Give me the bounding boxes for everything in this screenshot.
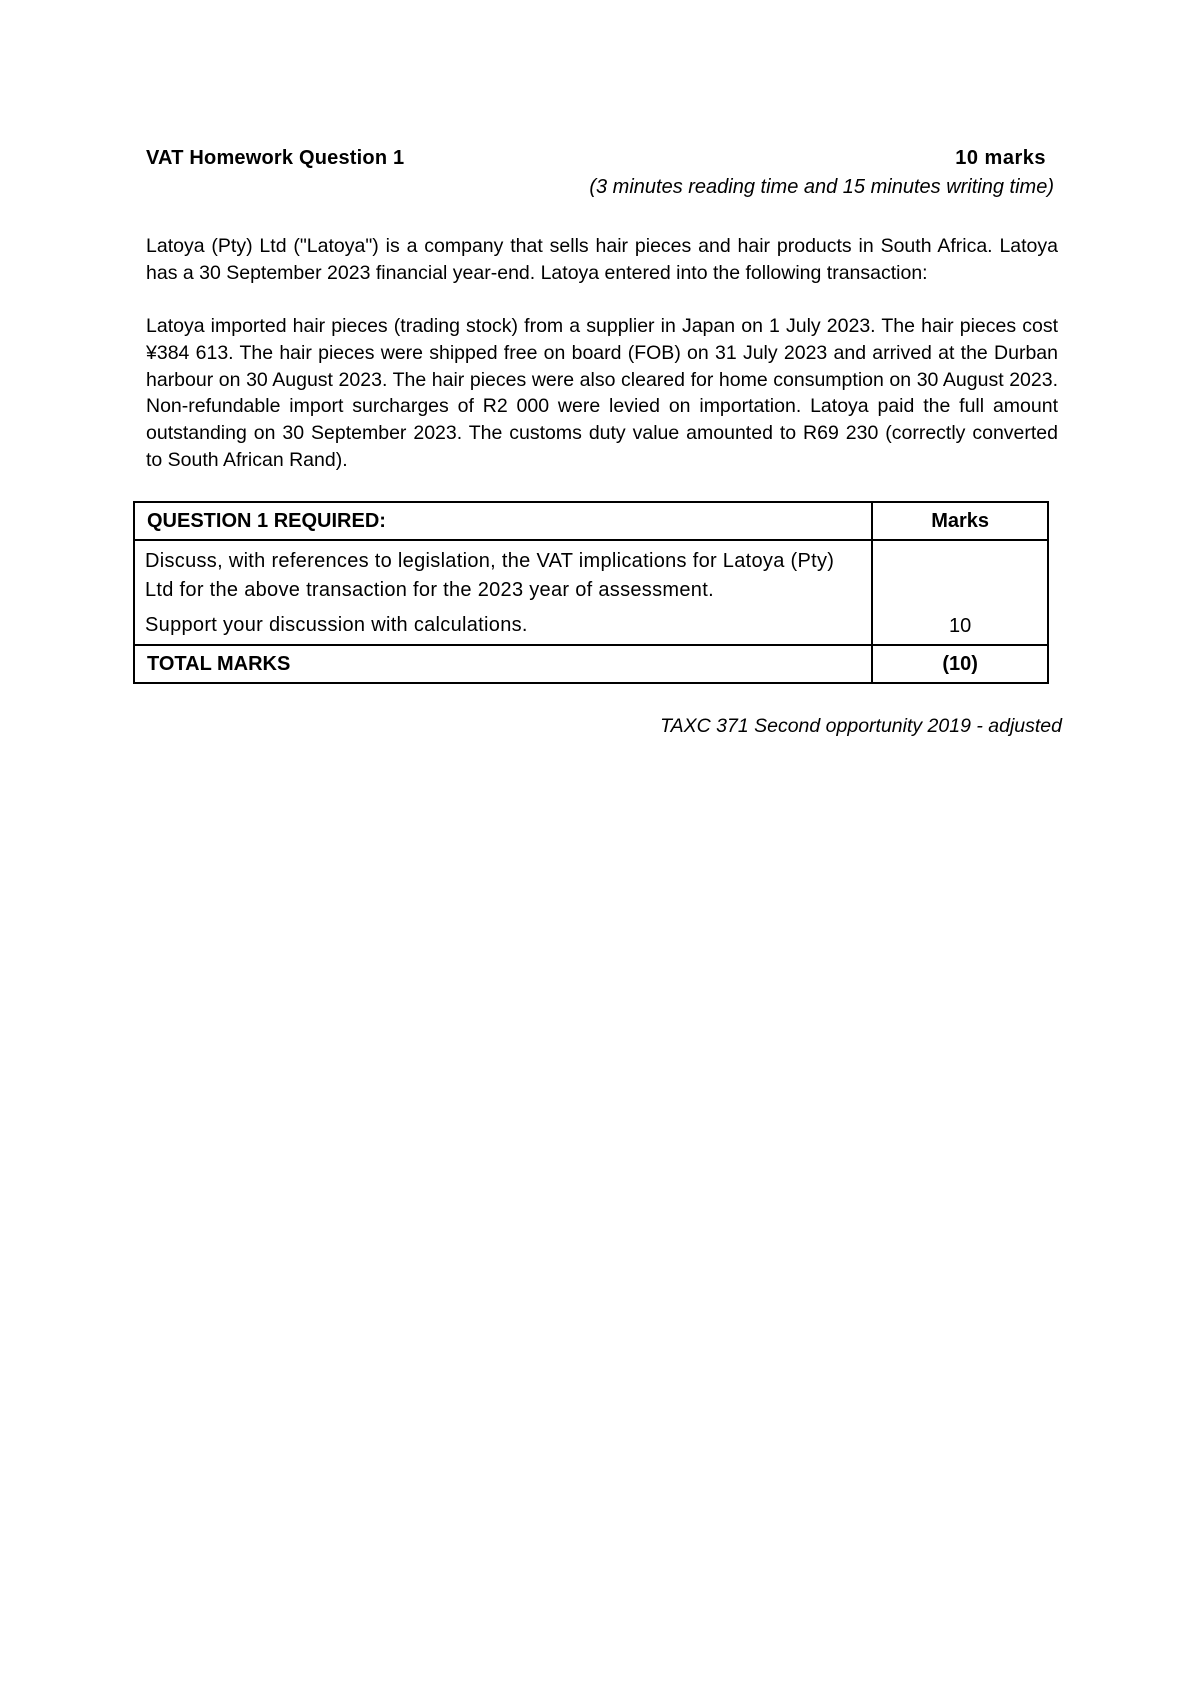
time-allocation: (3 minutes reading time and 15 minutes writing time) — [589, 176, 1054, 198]
transaction-paragraph — [146, 313, 1058, 474]
intro-text: Latoya (Pty) Ltd ("Latoya") is a company that sells hair pieces and hair products in South Africa. Latoya has a 30 September 2023 financial year-end. Latoya entered into the following transaction: — [146, 235, 1058, 284]
question-header — [146, 147, 1054, 173]
transaction-text: Latoya imported hair pieces (trading stock) from a supplier in Japan on 1 July 2023. The hair pieces cost ¥384 613. The hair pieces were shipped free on board (FOB) on 31 July 2023 and arrived at the Durban harbour on 30 August 2023. The hair pieces were also cleared for home consumption on 30 August 2023. Non-refundable import surcharges of R2 000 were levied on importation. Latoya paid the full amount outstanding on 30 September 2023. The customs duty value amounted to R69 230 (correctly converted to South African Rand). — [146, 315, 1058, 471]
required-marks: 10 — [872, 540, 1048, 645]
total-marks: (10) — [872, 645, 1048, 683]
question-marks: 10 marks — [955, 147, 1046, 169]
required-instructions — [134, 540, 872, 645]
source-reference: TAXC 371 Second opportunity 2019 - adjusted — [660, 715, 1062, 737]
required-instruction-discuss: Discuss, with references to legislation, the VAT implications for Latoya (Pty) Ltd for the above transaction for the 2023 year of assessment. — [145, 550, 835, 601]
required-table — [133, 501, 1049, 684]
intro-paragraph — [146, 233, 1058, 287]
table-row — [134, 540, 1048, 645]
table-header-row — [134, 502, 1048, 540]
required-instruction-support: Support your discussion with calculations. — [145, 614, 528, 636]
total-row — [134, 645, 1048, 683]
question-title: VAT Homework Question 1 — [146, 147, 405, 169]
total-label: TOTAL MARKS — [134, 645, 872, 683]
required-header: QUESTION 1 REQUIRED: — [134, 502, 872, 540]
marks-header: Marks — [872, 502, 1048, 540]
